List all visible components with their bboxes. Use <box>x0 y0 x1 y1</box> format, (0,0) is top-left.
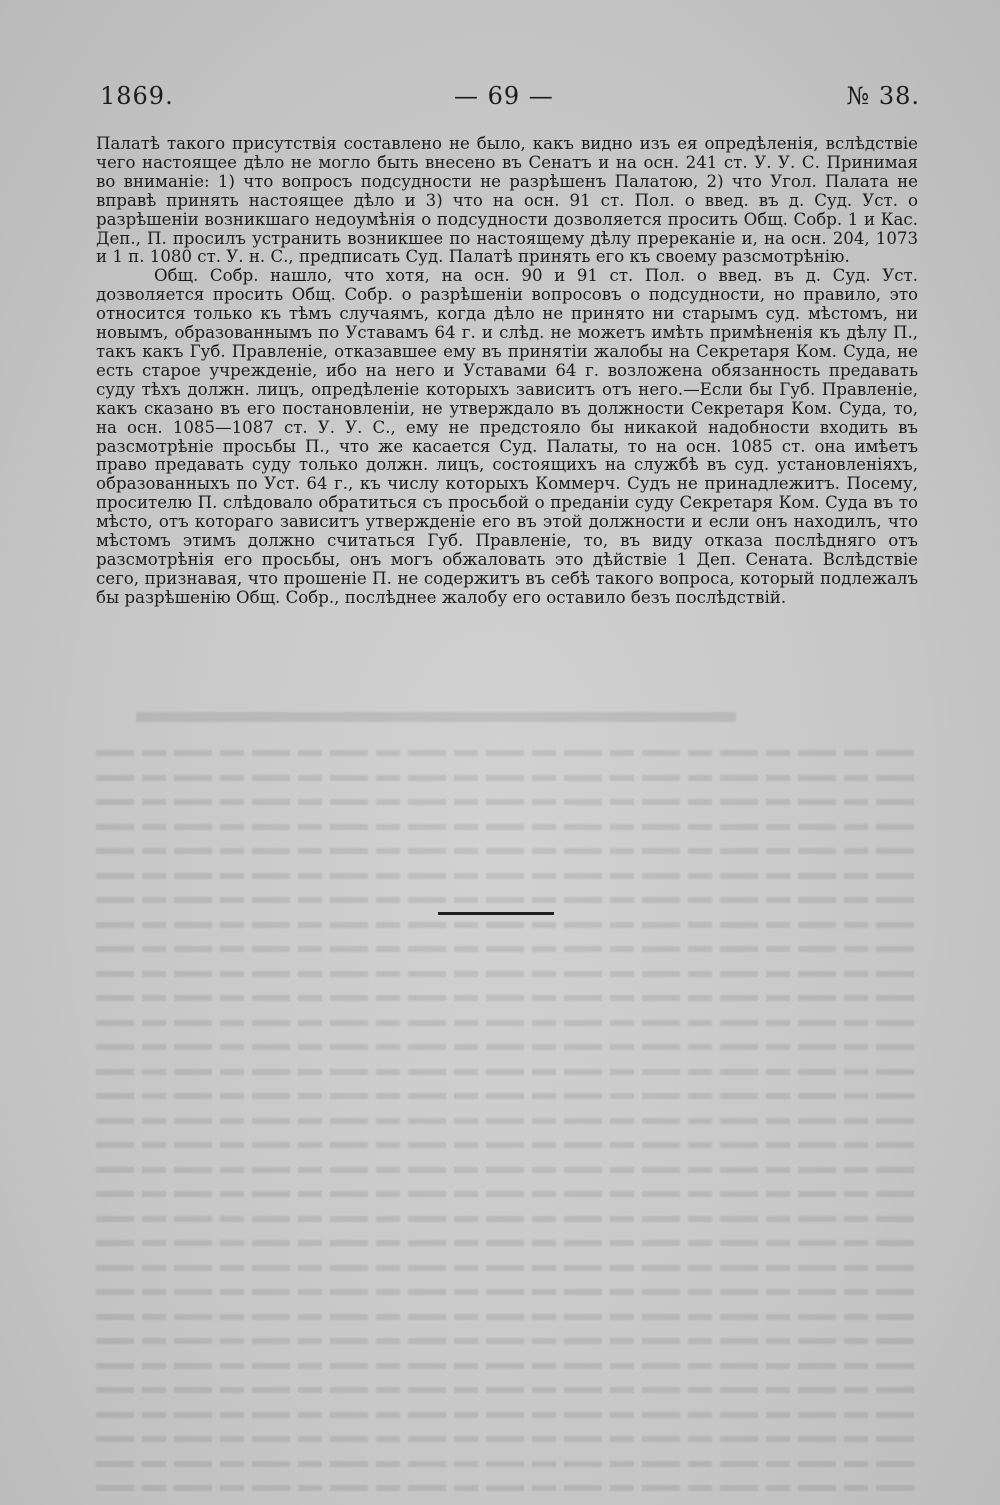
header-year: 1869. <box>100 82 174 110</box>
reverse-side-show-through <box>96 700 916 1470</box>
issue-number: № 38. <box>846 82 920 110</box>
body-text <box>96 135 918 608</box>
paragraph-1: Палатѣ такого присутствія составлено не было, какъ видно изъ ея опредѣленія, вслѣдствіе чего настоящее дѣло не могло быть внесено въ Сенатъ и на осн. 241 ст. У. У. С. Принимая во вниманіе: 1) что вопросъ подсудности не разрѣшенъ Палатою, 2) что Угол. Палата не вправѣ принять настоящее дѣло и 3) что на осн. 91 ст. Пол. о введ. въ д. Суд. Уст. о разрѣшеніи возникшаго недоумѣнія о подсудности дозволяется просить Общ. Собр. 1 и Кас. Деп., П. просилъ устранить возникшее по настоящему дѣлу пререканіе и, на осн. 204, 1073 и 1 п. 1080 ст. У. н. С., предписать Суд. Палатѣ принять его къ своему разсмотрѣнію. <box>96 134 918 267</box>
page-number: — 69 — <box>454 82 554 110</box>
section-divider <box>438 912 554 915</box>
page-header <box>0 82 1000 122</box>
paragraph-2: Общ. Собр. нашло, что хотя, на осн. 90 и 91 ст. Пол. о введ. въ д. Суд. Уст. дозволяется просить Общ. Собр. о разрѣшеніи вопросовъ о подсудности, но правило, это относится только къ тѣмъ случаямъ, когда дѣло не принято ни старымъ суд. мѣстомъ, ни новымъ, образованнымъ по Уставамъ 64 г. и слѣд. не можетъ имѣть примѣненія къ дѣлу П., такъ какъ Губ. Правленіе, отказавшее ему въ принятіи жалобы на Секретаря Ком. Суда, не есть старое учрежденіе, ибо на него и Уставами 64 г. возложена обязанность предавать суду тѣхъ должн. лицъ, опредѣленіе которыхъ зависитъ отъ него.—Если бы Губ. Правленіе, какъ сказано въ его постановленіи, не утверждало въ должности Секретаря Ком. Суда, то, на осн. 1085—1087 ст. У. У. С., ему не предстояло бы никакой надобности входить въ разсмотрѣніе просьбы П., что же касается Суд. Палаты, то на осн. 1085 ст. она имѣетъ право предавать суду только должн. лицъ, состоящихъ на службѣ въ суд. установленіяхъ, образованныхъ по Уст. 64 г., къ числу которыхъ Коммерч. Судъ не принадлежитъ. Посему, просителю П. слѣдовало обратиться съ просьбой о преданіи суду Секретаря Ком. Суда въ то мѣсто, отъ котораго зависитъ утвержденіе его въ этой должности и если онъ находилъ, что мѣстомъ этимъ должно считаться Губ. Правленіе, то, въ виду отказа послѣдняго отъ разсмотрѣнія его просьбы, онъ могъ обжаловать это дѣйствіе 1 Деп. Сената. Вслѣдствіе сего, признавая, что прошеніе П. не содержитъ въ себѣ такого вопроса, который подлежалъ бы разрѣшенію Общ. Собр., послѣднее жалобу его оставило безъ послѣдствій. <box>96 266 918 607</box>
